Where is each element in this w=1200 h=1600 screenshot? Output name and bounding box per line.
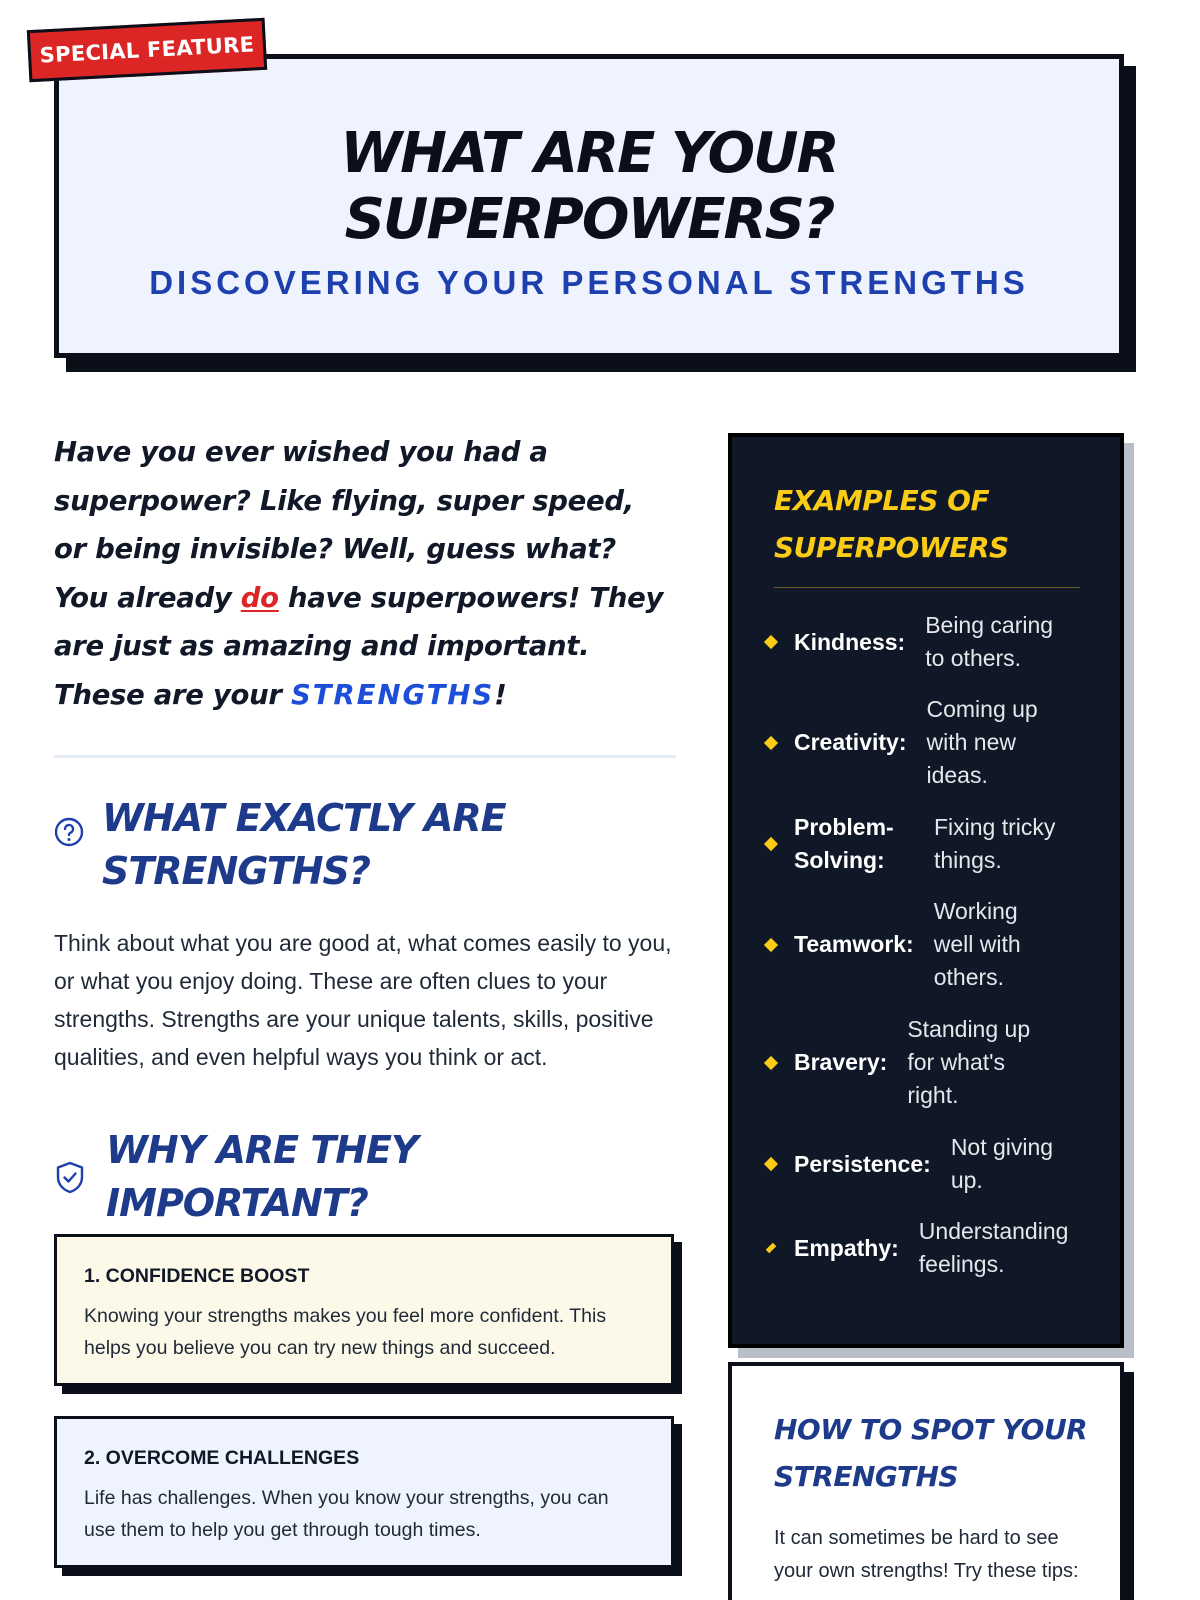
superpower-desc: Coming up with new ideas. <box>926 696 1038 788</box>
superpower-item-empathy <box>766 1215 1096 1281</box>
superpower-name: Creativity: <box>794 729 907 755</box>
spot-text: It can sometimes be hard to see your own strengths! Try these tips: <box>774 1527 1079 1582</box>
superpower-name: Persistence: <box>794 1150 931 1177</box>
superpower-name: Empathy: <box>794 1234 899 1261</box>
page-subtitle: DISCOVERING YOUR PERSONAL STRENGTHS <box>149 264 1029 301</box>
superpower-name: Problem-Solving: <box>794 814 894 873</box>
intro-text-2: have superpowers! They are just as amazing and important. These are your <box>54 581 664 711</box>
superpower-desc: Understanding feelings. <box>918 1218 1069 1277</box>
examples-rule <box>774 587 1080 588</box>
superpower-desc: Fixing tricky things. <box>934 814 1056 873</box>
spot-strengths-panel <box>728 1362 1124 1600</box>
page-title <box>59 121 1119 253</box>
section-divider <box>54 755 676 758</box>
reason-card-1-heading: 1. CONFIDENCE BOOST <box>84 1265 310 1287</box>
superpower-item-bravery <box>766 1013 1096 1112</box>
superpower-desc: Not giving up. <box>950 1134 1054 1193</box>
superpower-desc: Standing up for what's right. <box>907 1016 1031 1108</box>
superpower-name: Kindness: <box>794 628 906 655</box>
why-section-header <box>54 1118 694 1228</box>
superpower-desc: Being caring to others. <box>925 612 1054 671</box>
superpower-item-kindness <box>766 609 1096 675</box>
special-feature-badge: SPECIAL FEATURE <box>27 18 267 82</box>
examples-panel <box>728 433 1124 1348</box>
intro-emphasis-strengths: STRENGTHS <box>290 678 495 711</box>
reason-card-2-text: Life has challenges. When you know your strengths, you can use them to help you get through tough times. <box>84 1487 609 1541</box>
examples-title: EXAMPLES OF SUPERPOWERS <box>774 484 1009 564</box>
what-section-title: WHAT EXACTLY ARE STRENGTHS? <box>102 796 506 893</box>
superpower-desc: Working well with others. <box>933 898 1021 990</box>
question-circle-icon <box>54 816 86 848</box>
shield-check-icon <box>54 1160 86 1192</box>
diamond-bullet-icon <box>764 635 778 649</box>
reason-card-2-heading: 2. OVERCOME CHALLENGES <box>84 1447 360 1469</box>
spot-title: HOW TO SPOT YOUR STRENGTHS <box>774 1413 1088 1493</box>
why-section-title: WHY ARE THEY IMPORTANT? <box>106 1128 418 1225</box>
diamond-bullet-icon <box>764 937 778 951</box>
superpower-name: Teamwork: <box>794 931 914 957</box>
intro-emphasis-do: do <box>240 581 279 614</box>
page-title-line-2: SUPERPOWERS? <box>344 187 834 252</box>
superpower-item-teamwork <box>766 895 1096 994</box>
what-section-header <box>54 796 694 910</box>
diamond-bullet-icon <box>764 1157 778 1171</box>
intro-paragraph <box>54 428 674 719</box>
superpower-item-creativity <box>766 693 1096 792</box>
what-section-body: Think about what you are good at, what comes easily to you, or what you enjoy doing. These are often clues to your strengths. Strengths are your unique talents, skills, positive qualities, and even helpful ways you think or act. <box>54 930 672 1070</box>
reason-card-1-text: Knowing your strengths makes you feel more confident. This helps you believe you can try new things and succeed. <box>84 1305 607 1359</box>
reason-card-challenges <box>54 1416 674 1568</box>
page-title-line-1: WHAT ARE YOUR <box>340 121 838 186</box>
superpower-item-problem-solving <box>766 811 1096 877</box>
diamond-bullet-icon <box>764 735 778 749</box>
intro-text-1: Have you ever wished you had a superpower? Like flying, super speed, or being invisible? Well, guess what? You already <box>54 436 634 614</box>
superpower-item-persistence <box>766 1131 1096 1197</box>
superpower-name: Bravery: <box>794 1049 888 1075</box>
diamond-bullet-icon <box>766 1243 777 1254</box>
header-card <box>54 54 1124 358</box>
diamond-bullet-icon <box>764 1055 778 1069</box>
reason-card-confidence <box>54 1234 674 1386</box>
diamond-bullet-icon <box>764 837 778 851</box>
intro-text-3: ! <box>494 678 507 711</box>
